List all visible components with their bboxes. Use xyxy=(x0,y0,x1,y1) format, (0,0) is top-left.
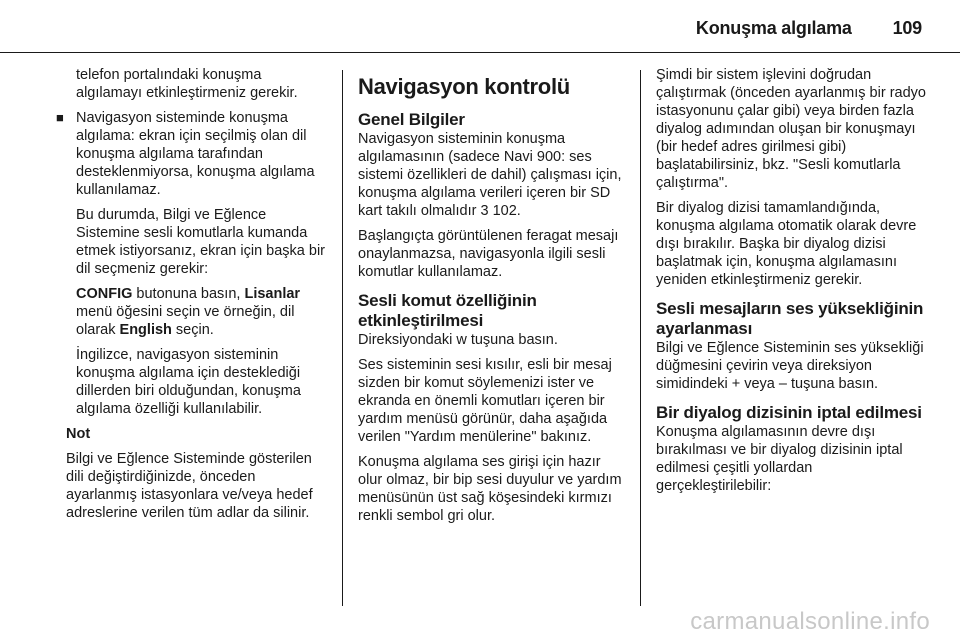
enable-text-2: tuşuna basın. xyxy=(466,332,558,348)
cancel-paragraph: Konuşma algılamasının devre dışı bırakılması ve bir diyalog dizisinin iptal edilmesi çeşitli yollardan gerçekleştirilebilir: xyxy=(656,424,903,494)
volume-paragraph: Bilgi ve Eğlence Sisteminin ses yüksekliği düğmesini çevirin veya direksiyon simidindeki + veya – tuşuna basın. xyxy=(656,340,924,392)
column-divider xyxy=(342,70,343,606)
page-ref-arrow-icon: 3 xyxy=(480,203,489,219)
volume-heading: Sesli mesajların ses yüksekliğinin ayarlanması xyxy=(656,299,924,338)
page-ref: 102. xyxy=(488,203,521,219)
disclaimer-paragraph: Başlangıçta görüntülenen feragat mesajı onaylanmazsa, navigasyonla ilgili sesli komutlar kullanılamaz. xyxy=(358,228,619,280)
cancel-heading: Bir diyalog dizisinin iptal edilmesi xyxy=(656,403,922,422)
general-paragraph xyxy=(358,130,626,220)
column-3 xyxy=(656,66,926,502)
note-heading: Not xyxy=(66,426,91,442)
enable-paragraph xyxy=(358,331,626,349)
config-paragraph xyxy=(66,285,328,339)
enable-heading: Sesli komut özelliğinin etkinleştirilmesi xyxy=(358,291,537,330)
page-header xyxy=(696,18,922,39)
page-title: Konuşma algılama xyxy=(695,18,852,38)
config-text-1: butonuna basın, xyxy=(132,286,245,302)
enable-text-1: Direksiyondaki xyxy=(358,332,457,348)
voice-button-icon: w xyxy=(456,332,467,348)
list-item xyxy=(56,109,328,199)
column-divider xyxy=(640,70,641,606)
complete-paragraph: Bir diyalog dizisi tamamlandığında, konuşma algılama otomatik olarak devre dışı bırakılır. Başka bir diyalog dizisi başlatmak için, konuşma algılamasını yeniden etkinleştirmeniz gerekir. xyxy=(656,200,917,288)
bullet-text: Navigasyon sisteminde konuşma algılama: ekran için seçilmiş olan dil konuşma algılama tarafından desteklenmiyorsa, konuşma algılama kullanılamaz. xyxy=(76,110,315,198)
section-title: Navigasyon kontrolü xyxy=(358,74,570,99)
page-number: 109 xyxy=(892,18,922,38)
config-text-3: seçin. xyxy=(171,322,214,338)
languages-label: Lisanlar xyxy=(244,286,301,302)
mute-paragraph: Ses sisteminin sesi kısılır, esli bir mesaj sizden bir komut söylemenizi ister ve ekranda en önemli komutları içeren bir yardım menüsü görünür, daha aşağıda verilen "Yardım menülerine" bakınız. xyxy=(358,357,612,445)
watermark: carmanualsonline.info xyxy=(690,608,930,635)
general-heading: Genel Bilgiler xyxy=(358,110,465,129)
bullet-icon: ■ xyxy=(56,110,64,125)
english-paragraph: İngilizce, navigasyon sisteminin konuşma algılama için desteklediği dillerden biri olduğundan, konuşma algılama özelliği kullanılabilir. xyxy=(76,347,301,417)
note-text: Bilgi ve Eğlence Sisteminde gösterilen dili değiştirdiğinizde, önceden ayarlanmış istasyonlara ve/veya hedef adreslerine verilen tüm adlar da silinir. xyxy=(66,451,313,521)
direct-paragraph: Şimdi bir sistem işlevini doğrudan çalıştırmak (önceden ayarlanmış bir radyo istasyonunu çalar gibi) veya birden fazla diyalog adımından oluşan bir konuşmayı (bir hedef adres girilmesi gibi) başlatabilirsiniz, bkz. "Sesli komutlarla çalıştırma". xyxy=(656,67,926,191)
general-text: Navigasyon sisteminin konuşma algılamasının (sadece Navi 900: ses sistemi özellikleri de dahil) çalışması için, konuşma algılama verileri içeren bir SD kart takılı olmalıdır xyxy=(358,131,622,219)
column-1 xyxy=(56,66,328,529)
config-label: CONFIG xyxy=(76,286,133,302)
config-text-2: menü öğesini seçin ve örneğin, dil olarak xyxy=(76,304,295,338)
english-label: English xyxy=(119,322,172,338)
header-divider xyxy=(0,52,960,53)
ready-paragraph: Konuşma algılama ses girişi için hazır olur olmaz, bir bip sesi duyulur ve yardım menüsünün üst sağ köşesindeki kırmızı renkli sembol gri olur. xyxy=(358,454,622,524)
column-2 xyxy=(358,66,626,532)
language-paragraph: Bu durumda, Bilgi ve Eğlence Sistemine sesli komutlarla kumanda etmek istiyorsanız, ekran için başka bir dil seçmeniz gerekir: xyxy=(76,207,326,277)
intro-paragraph: telefon portalındaki konuşma algılamayı etkinleştirmeniz gerekir. xyxy=(76,67,298,101)
